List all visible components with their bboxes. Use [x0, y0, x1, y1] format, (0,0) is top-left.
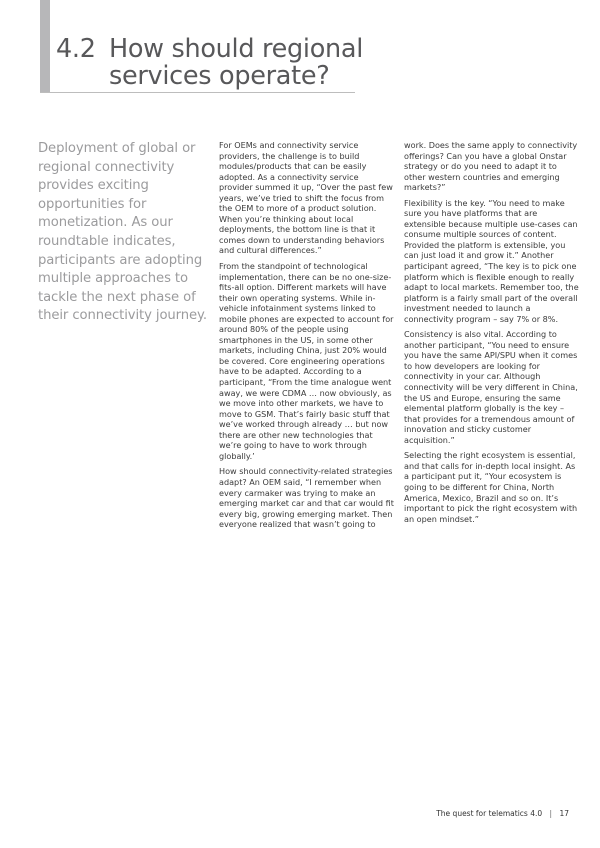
body-column-2 [404, 140, 579, 529]
heading-underline [40, 92, 355, 93]
heading-line-2: services operate? [109, 61, 330, 91]
paragraph: work. Does the same apply to connectivity offerings? Can you have a global Onstar strategy or do you need to adapt it to other western countries and emerging markets?” [404, 140, 578, 193]
page-number: 17 [559, 809, 569, 818]
paragraph: For OEMs and connectivity service providers, the challenge is to build modules/products that can be easily adopted. As a connectivity service provider summed it up, “Over the past few years, we’ve tried to shift the focus from the OEM to more of a product solution. When you’re thinking about local deployments, the bottom line is that it comes down to understanding behaviors and cultural differences.” [219, 140, 393, 256]
footer-separator: | [549, 809, 553, 818]
paragraph: Selecting the right ecosystem is essential, and that calls for in-depth local insight. As a participant put it, “Your ecosystem is going to be different for China, North America, Mexico, Brazil and so on. It’s important to pick the right ecosystem with an open mindset.” [404, 450, 578, 524]
body-column-1 [219, 140, 394, 535]
publication-title: The quest for telematics 4.0 [436, 809, 543, 818]
paragraph: From the standpoint of technological implementation, there can be no one-size-fits-all option. Different markets will have their own operating systems. While in-vehicle infotainment systems linked to mobile phones are expected to account for around 80% of the people using smartphones in the US, in some other markets, including China, just 20% would be covered. Core engineering operations have to be adapted. According to a participant, “From the time analogue went away, we were CDMA … now obviously, as we move into other markets, we have to move to GSM. That’s fairly basic stuff that we’ve worked through already … but now there are other new technologies that we’re going to have to work through globally.’ [219, 261, 394, 461]
section-heading [56, 36, 376, 90]
paragraph: Flexibility is the key. “You need to make sure you have platforms that are extensible because multiple use-cases can consume multiple sources of content. Provided the platform is extensible, you can just load it and grow it.” Another participant agreed, “The key is to pick one platform which is flexible enough to really adapt to local markets. Remember too, the platform is a fairly small part of the overall investment needed to launch a connectivity program – say 7% or 8%. [404, 197, 579, 324]
heading-line-1: How should regional [109, 34, 363, 64]
paragraph: How should connectivity-related strategies adapt? An OEM said, “I remember when every carmaker was trying to make an emerging market car and that car would fit every big, growing emerging market. Then everyone realized that wasn’t going to [219, 466, 394, 530]
page-footer [436, 809, 569, 818]
section-number: 4.2 [56, 34, 96, 64]
intro-pullquote: Deployment of global or regional connectivity provides exciting opportunities for monetization. As our roundtable indicates, participants are adopting multiple approaches to tackle the next phase of their connectivity journey. [38, 141, 207, 324]
paragraph: Consistency is also vital. According to another participant, “You need to ensure you have the same API/SPU when it comes to how developers are looking for connectivity in your car. Although connectivity will be very different in China, the US and Europe, ensuring the same elemental platform globally is the key – that provides for a tremendous amount of innovation and sticky customer acquisition.” [404, 329, 578, 445]
section-accent-bar [40, 0, 50, 93]
